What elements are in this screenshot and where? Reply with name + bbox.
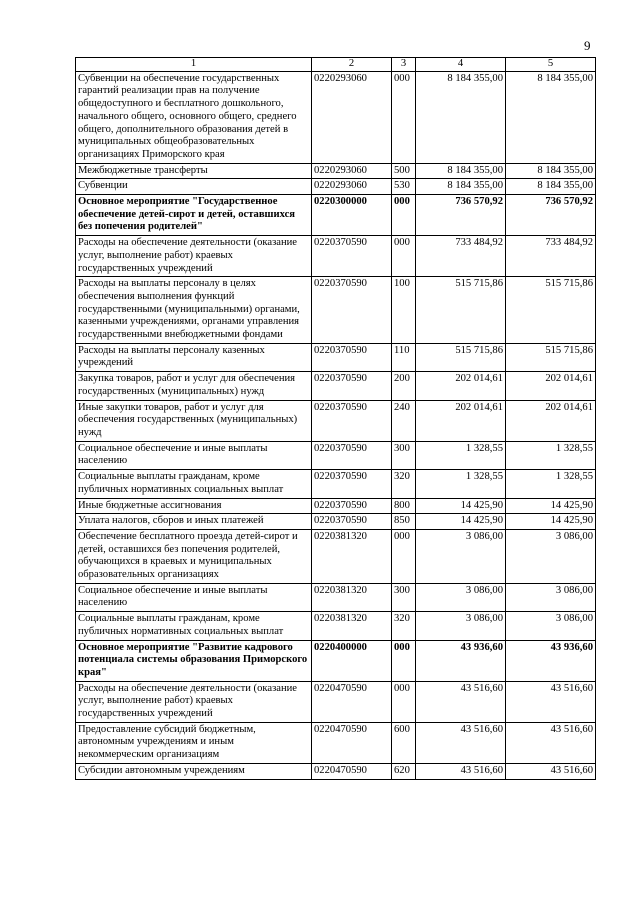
cell-type: 240 [392, 400, 416, 441]
cell-value-1: 43 516,60 [416, 763, 506, 779]
cell-type: 530 [392, 179, 416, 195]
cell-name: Расходы на обеспечение деятельности (оказание услуг, выполнение работ) краевых государственных учреждений [76, 236, 312, 277]
cell-value-1: 736 570,92 [416, 195, 506, 236]
cell-value-1: 43 516,60 [416, 722, 506, 763]
cell-name: Субвенции на обеспечение государственных гарантий реализации прав на получение общедоступного и бесплатного дошкольного, начального общего, основного общего, среднего общего, дополнительного образования детей в муниципальных общеобразовательных организациях Приморского края [76, 71, 312, 163]
cell-code: 0220370590 [312, 372, 392, 400]
cell-type: 620 [392, 763, 416, 779]
table-row [76, 179, 596, 195]
cell-value-1: 43 516,60 [416, 681, 506, 722]
cell-name: Социальное обеспечение и иные выплаты населению [76, 583, 312, 611]
cell-code: 0220381320 [312, 583, 392, 611]
cell-type: 100 [392, 277, 416, 344]
cell-value-1: 8 184 355,00 [416, 179, 506, 195]
cell-type: 500 [392, 163, 416, 179]
table-row [76, 722, 596, 763]
cell-type: 800 [392, 498, 416, 514]
table-row [76, 640, 596, 681]
page-number: 9 [584, 38, 591, 53]
cell-value-1: 1 328,55 [416, 470, 506, 498]
cell-code: 0220470590 [312, 722, 392, 763]
table-row [76, 277, 596, 344]
cell-type: 000 [392, 236, 416, 277]
header-cell-name: 1 [76, 58, 312, 72]
cell-code: 0220293060 [312, 71, 392, 163]
table-row [76, 470, 596, 498]
cell-type: 200 [392, 372, 416, 400]
cell-value-2: 8 184 355,00 [506, 163, 596, 179]
cell-value-2: 43 516,60 [506, 722, 596, 763]
cell-name: Социальные выплаты гражданам, кроме публичных нормативных социальных выплат [76, 470, 312, 498]
table-row [76, 163, 596, 179]
table-row [76, 236, 596, 277]
table-row [76, 529, 596, 583]
cell-type: 300 [392, 441, 416, 469]
cell-value-1: 1 328,55 [416, 441, 506, 469]
table-row [76, 441, 596, 469]
cell-type: 320 [392, 612, 416, 640]
cell-value-2: 8 184 355,00 [506, 71, 596, 163]
cell-value-2: 736 570,92 [506, 195, 596, 236]
cell-value-1: 43 936,60 [416, 640, 506, 681]
cell-value-2: 3 086,00 [506, 529, 596, 583]
cell-type: 110 [392, 343, 416, 371]
cell-value-2: 43 516,60 [506, 681, 596, 722]
cell-code: 0220370590 [312, 400, 392, 441]
cell-code: 0220300000 [312, 195, 392, 236]
table-row [76, 763, 596, 779]
cell-value-2: 202 014,61 [506, 400, 596, 441]
table-header-row [76, 58, 596, 72]
cell-type: 000 [392, 529, 416, 583]
cell-type: 600 [392, 722, 416, 763]
cell-code: 0220370590 [312, 236, 392, 277]
header-cell-value-1: 4 [416, 58, 506, 72]
table-row [76, 514, 596, 530]
cell-type: 000 [392, 681, 416, 722]
header-cell-value-2: 5 [506, 58, 596, 72]
header-cell-code: 2 [312, 58, 392, 72]
cell-type: 000 [392, 71, 416, 163]
cell-name: Субсидии автономным учреждениям [76, 763, 312, 779]
cell-code: 0220370590 [312, 277, 392, 344]
cell-value-1: 3 086,00 [416, 583, 506, 611]
cell-value-1: 8 184 355,00 [416, 71, 506, 163]
cell-value-2: 43 516,60 [506, 763, 596, 779]
cell-code: 0220293060 [312, 179, 392, 195]
cell-value-2: 14 425,90 [506, 514, 596, 530]
cell-code: 0220370590 [312, 470, 392, 498]
cell-name: Предоставление субсидий бюджетным, автономным учреждениям и иным некоммерческим организациям [76, 722, 312, 763]
cell-value-1: 14 425,90 [416, 498, 506, 514]
cell-name: Расходы на выплаты персоналу в целях обеспечения выполнения функций государственными (муниципальными) органами, казенными учреждениями, органами управления государственными внебюджетными фондами [76, 277, 312, 344]
cell-type: 850 [392, 514, 416, 530]
cell-code: 0220381320 [312, 612, 392, 640]
table-row [76, 343, 596, 371]
cell-value-2: 1 328,55 [506, 441, 596, 469]
cell-value-1: 202 014,61 [416, 400, 506, 441]
cell-value-2: 8 184 355,00 [506, 179, 596, 195]
cell-name: Социальное обеспечение и иные выплаты населению [76, 441, 312, 469]
cell-value-2: 202 014,61 [506, 372, 596, 400]
cell-code: 0220370590 [312, 514, 392, 530]
cell-name: Обеспечение бесплатного проезда детей-сирот и детей, оставшихся без попечения родителей, обучающихся в краевых и муниципальных образовательных организациях [76, 529, 312, 583]
cell-value-2: 515 715,86 [506, 277, 596, 344]
cell-value-1: 515 715,86 [416, 277, 506, 344]
cell-type: 000 [392, 195, 416, 236]
cell-name: Закупка товаров, работ и услуг для обеспечения государственных (муниципальных) нужд [76, 372, 312, 400]
table-row [76, 681, 596, 722]
cell-name: Расходы на выплаты персоналу казенных учреждений [76, 343, 312, 371]
table-row [76, 498, 596, 514]
cell-code: 0220381320 [312, 529, 392, 583]
table-row [76, 372, 596, 400]
cell-value-2: 14 425,90 [506, 498, 596, 514]
cell-value-2: 733 484,92 [506, 236, 596, 277]
cell-value-2: 1 328,55 [506, 470, 596, 498]
cell-value-1: 515 715,86 [416, 343, 506, 371]
cell-value-1: 3 086,00 [416, 529, 506, 583]
cell-value-2: 515 715,86 [506, 343, 596, 371]
cell-name: Межбюджетные трансферты [76, 163, 312, 179]
cell-type: 000 [392, 640, 416, 681]
header-cell-type: 3 [392, 58, 416, 72]
table-row [76, 71, 596, 163]
budget-table [75, 57, 596, 780]
cell-name: Основное мероприятие "Развитие кадрового потенциала системы образования Приморского края" [76, 640, 312, 681]
table-row [76, 195, 596, 236]
cell-code: 0220293060 [312, 163, 392, 179]
cell-name: Расходы на обеспечение деятельности (оказание услуг, выполнение работ) краевых государственных учреждений [76, 681, 312, 722]
cell-name: Субвенции [76, 179, 312, 195]
cell-value-1: 202 014,61 [416, 372, 506, 400]
cell-name: Уплата налогов, сборов и иных платежей [76, 514, 312, 530]
cell-name: Основное мероприятие "Государственное обеспечение детей-сирот и детей, оставшихся без попечения родителей" [76, 195, 312, 236]
cell-value-1: 3 086,00 [416, 612, 506, 640]
cell-code: 0220370590 [312, 498, 392, 514]
cell-value-1: 8 184 355,00 [416, 163, 506, 179]
cell-value-2: 3 086,00 [506, 612, 596, 640]
cell-value-2: 43 936,60 [506, 640, 596, 681]
cell-code: 0220370590 [312, 441, 392, 469]
cell-type: 300 [392, 583, 416, 611]
cell-code: 0220400000 [312, 640, 392, 681]
table-body [76, 71, 596, 779]
cell-name: Иные закупки товаров, работ и услуг для обеспечения государственных (муниципальных) нужд [76, 400, 312, 441]
cell-value-1: 733 484,92 [416, 236, 506, 277]
table-row [76, 612, 596, 640]
table-row [76, 400, 596, 441]
cell-name: Социальные выплаты гражданам, кроме публичных нормативных социальных выплат [76, 612, 312, 640]
cell-code: 0220470590 [312, 681, 392, 722]
cell-type: 320 [392, 470, 416, 498]
cell-code: 0220470590 [312, 763, 392, 779]
cell-code: 0220370590 [312, 343, 392, 371]
table-row [76, 583, 596, 611]
cell-value-1: 14 425,90 [416, 514, 506, 530]
cell-value-2: 3 086,00 [506, 583, 596, 611]
cell-name: Иные бюджетные ассигнования [76, 498, 312, 514]
